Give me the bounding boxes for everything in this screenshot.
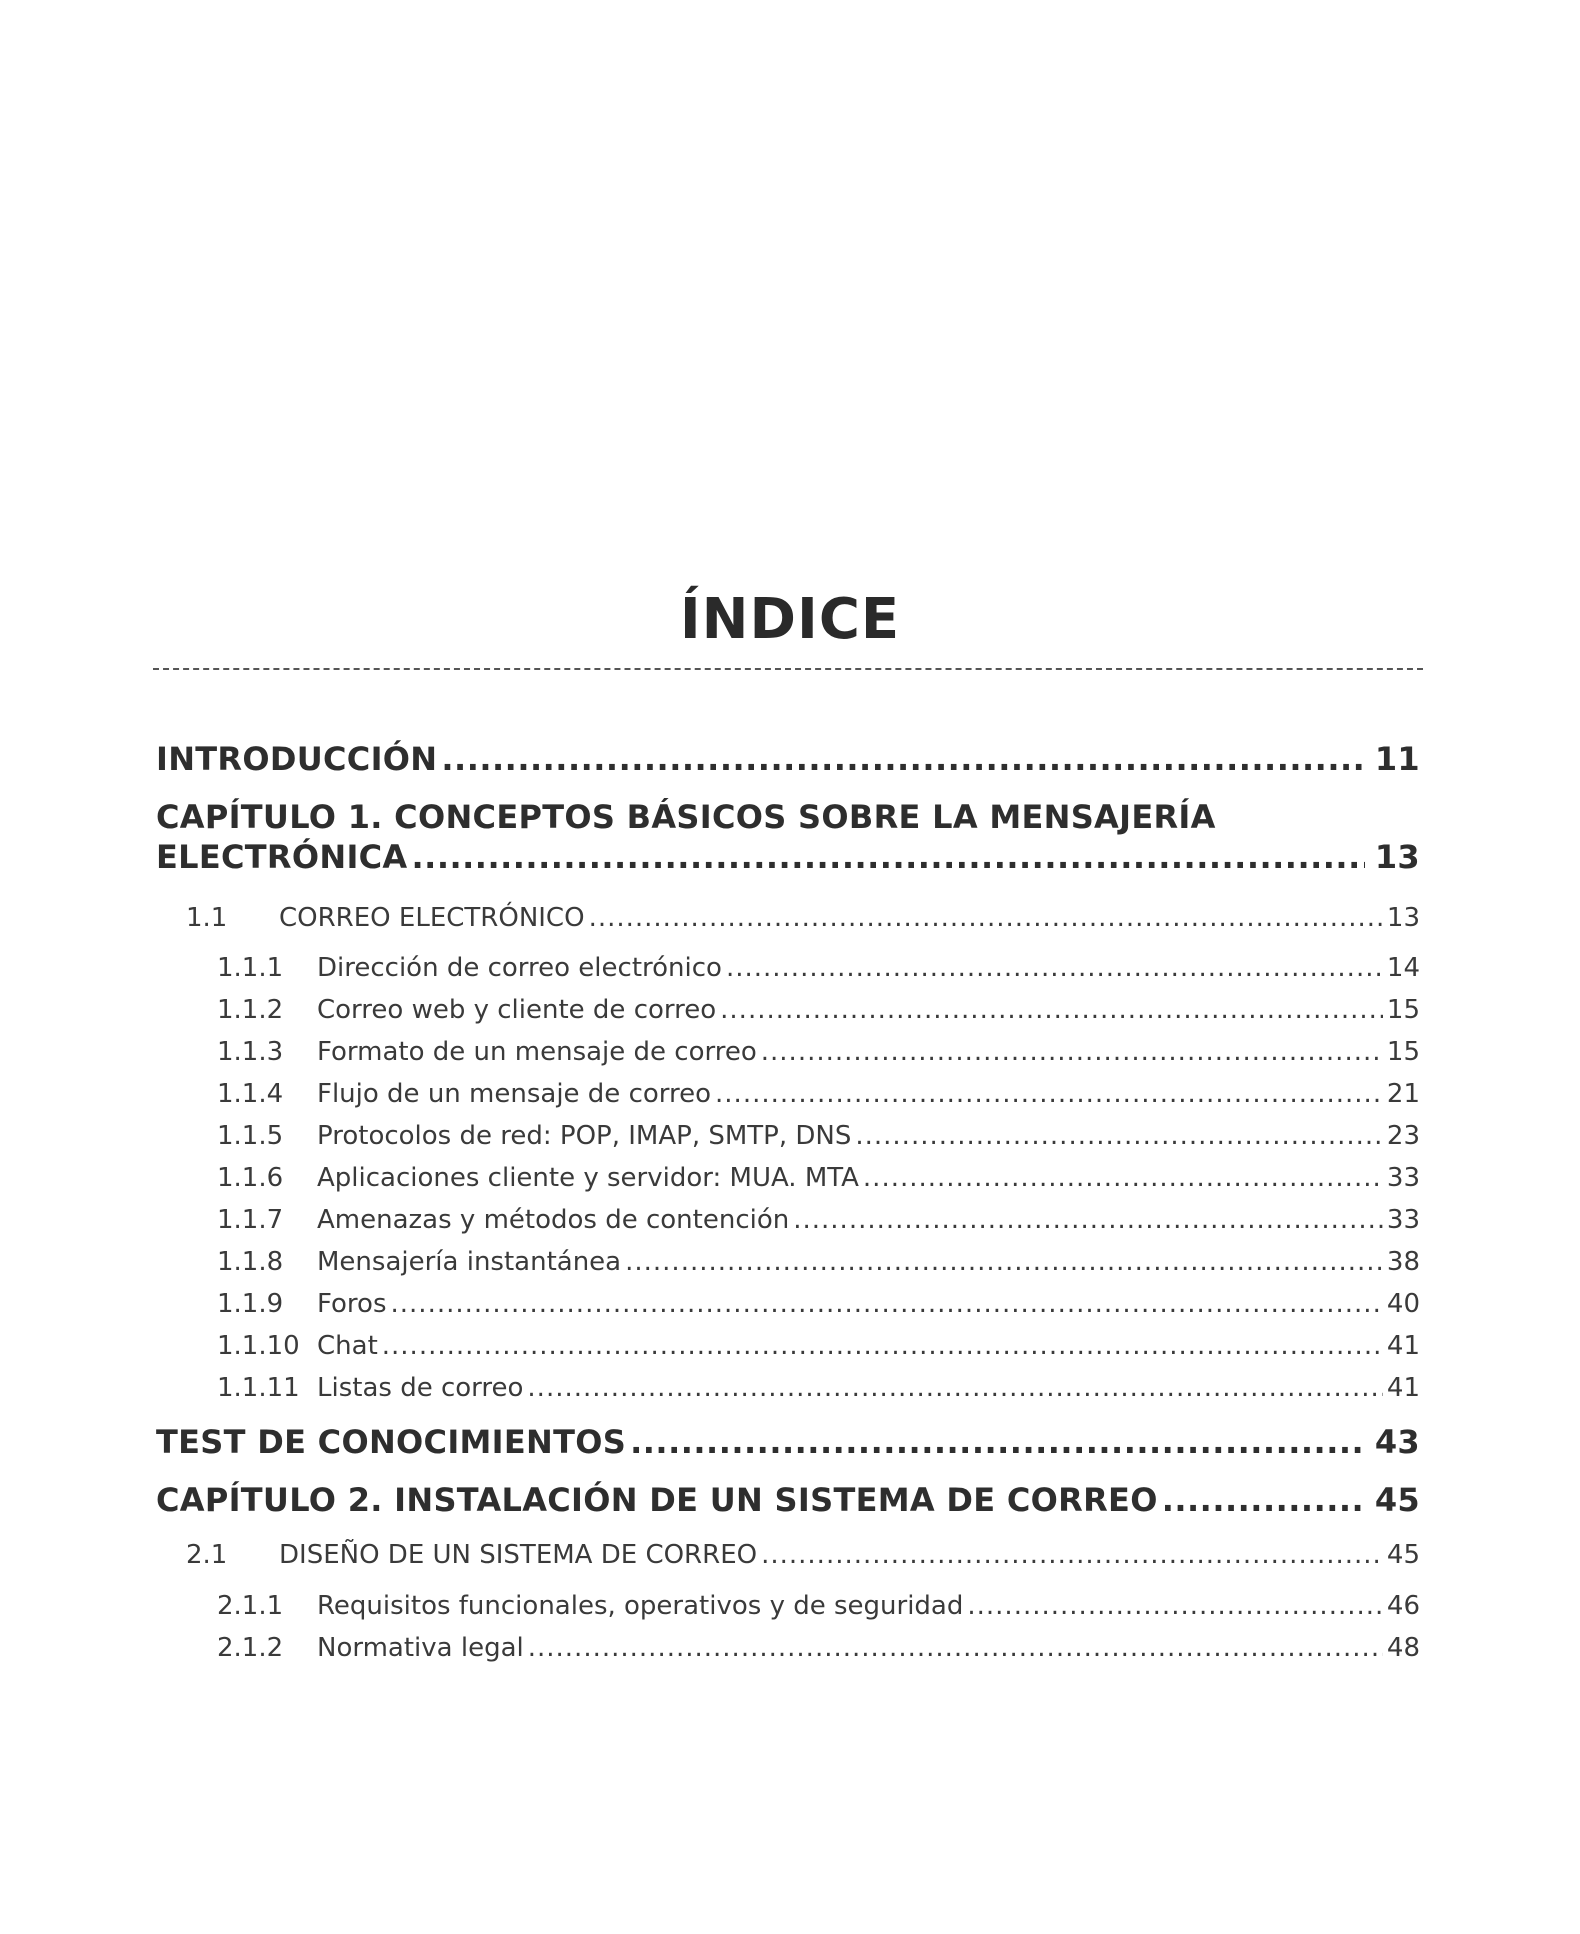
- toc-entry-1-1-1[interactable]: [156, 953, 1420, 983]
- toc-entry-number: 2.1: [186, 1540, 228, 1570]
- toc-leader: [528, 1633, 1383, 1663]
- toc-leader: [625, 1247, 1383, 1277]
- toc-entry-number: 1.1.7: [217, 1205, 284, 1235]
- toc-entry-page: 21: [1386, 1079, 1420, 1109]
- toc-entry-2-1[interactable]: [156, 1540, 1420, 1570]
- toc-entry-page: 38: [1386, 1247, 1420, 1277]
- toc-entry-1-1-11[interactable]: [156, 1373, 1420, 1403]
- toc-leader: [863, 1163, 1383, 1193]
- toc-leader: [761, 1037, 1383, 1067]
- toc-entry-number: 1.1.11: [217, 1373, 300, 1403]
- toc-leader: [793, 1205, 1383, 1235]
- title-divider: [153, 668, 1423, 670]
- toc-entry-number: 2.1.1: [217, 1591, 284, 1621]
- toc-leader: [726, 953, 1383, 983]
- toc-entry-page: 45: [1374, 1481, 1420, 1519]
- toc-entry-1-1-4[interactable]: [156, 1079, 1420, 1109]
- toc-leader: [527, 1373, 1382, 1403]
- toc-entry-label: Aplicaciones cliente y servidor: MUA. MTA: [317, 1163, 859, 1193]
- toc-leader: [589, 903, 1383, 933]
- toc-entry-1-1-10[interactable]: [156, 1331, 1420, 1361]
- toc-entry-label: DISEÑO DE UN SISTEMA DE CORREO: [279, 1540, 758, 1570]
- toc-entry-page: 41: [1386, 1331, 1420, 1361]
- toc-entry-number: 1.1.4: [217, 1079, 284, 1109]
- toc-entry-number: 1.1.8: [217, 1247, 284, 1277]
- toc-entry-label: INTRODUCCIÓN: [156, 740, 438, 778]
- toc-leader: [761, 1540, 1383, 1570]
- toc-entry-1-1-9[interactable]: [156, 1289, 1420, 1319]
- toc-entry-label: Listas de correo: [317, 1373, 524, 1403]
- toc-leader: [855, 1121, 1383, 1151]
- toc-entry-number: 1.1.10: [217, 1331, 300, 1361]
- toc-entry-label: Foros: [317, 1289, 387, 1319]
- toc-entry-2-1-1[interactable]: [156, 1591, 1420, 1621]
- toc-entry-number: 1.1.1: [217, 953, 284, 983]
- toc-entry-page: 11: [1374, 740, 1420, 778]
- toc-entry-label: Flujo de un mensaje de correo: [317, 1079, 712, 1109]
- toc-entry-label: Dirección de correo electrónico: [317, 953, 722, 983]
- toc-entry-page: 33: [1386, 1163, 1420, 1193]
- toc-entry-page: 48: [1386, 1633, 1420, 1663]
- toc-entry-page: 14: [1386, 953, 1420, 983]
- toc-entry-number: 1.1.2: [217, 995, 284, 1025]
- toc-entry-label: CORREO ELECTRÓNICO: [279, 903, 585, 933]
- toc-entry-number: 1.1.5: [217, 1121, 284, 1151]
- toc-entry-label: Mensajería instantánea: [317, 1247, 622, 1277]
- toc-entry-capitulo-1-line1[interactable]: CAPÍTULO 1. CONCEPTOS BÁSICOS SOBRE LA MENSAJERÍA: [156, 798, 1216, 836]
- toc-entry-1-1-6[interactable]: [156, 1163, 1420, 1193]
- toc-entry-page: 46: [1386, 1591, 1420, 1621]
- toc-leader: [1162, 1481, 1365, 1519]
- toc-leader: [630, 1423, 1365, 1461]
- toc-entry-label: Protocolos de red: POP, IMAP, SMTP, DNS: [317, 1121, 852, 1151]
- toc-entry-page: 40: [1386, 1289, 1420, 1319]
- toc-entry-label: Requisitos funcionales, operativos y de seguridad: [317, 1591, 964, 1621]
- toc-entry-page: 43: [1374, 1423, 1420, 1461]
- toc-entry-label: Chat: [317, 1331, 378, 1361]
- toc-entry-page: 13: [1386, 903, 1420, 933]
- toc-entry-number: 1.1: [186, 903, 228, 933]
- toc-entry-page: 41: [1386, 1373, 1420, 1403]
- toc-entry-page: 13: [1374, 838, 1420, 876]
- toc-leader: [967, 1591, 1383, 1621]
- toc-entry-number: 1.1.6: [217, 1163, 284, 1193]
- toc-entry-label: Correo web y cliente de correo: [317, 995, 717, 1025]
- toc-entry-capitulo-1[interactable]: [156, 838, 1420, 876]
- toc-entry-1-1[interactable]: [156, 903, 1420, 933]
- toc-leader: [720, 995, 1383, 1025]
- toc-entry-1-1-8[interactable]: [156, 1247, 1420, 1277]
- toc-entry-2-1-2[interactable]: [156, 1633, 1420, 1663]
- toc-leader: [391, 1289, 1383, 1319]
- toc-entry-label: Formato de un mensaje de correo: [317, 1037, 757, 1067]
- toc-entry-1-1-7[interactable]: [156, 1205, 1420, 1235]
- toc-entry-number: 2.1.2: [217, 1633, 284, 1663]
- toc-entry-introduccion[interactable]: [156, 740, 1420, 778]
- toc-entry-number: 1.1.3: [217, 1037, 284, 1067]
- toc-entry-test-de-conocimientos[interactable]: [156, 1423, 1420, 1461]
- toc-entry-capitulo-2[interactable]: [156, 1481, 1420, 1519]
- page-title: ÍNDICE: [679, 587, 901, 652]
- toc-entry-label: CAPÍTULO 2. INSTALACIÓN DE UN SISTEMA DE CORREO: [156, 1481, 1158, 1519]
- toc-entry-page: 15: [1386, 1037, 1420, 1067]
- toc-entry-1-1-5[interactable]: [156, 1121, 1420, 1151]
- toc-entry-number: 1.1.9: [217, 1289, 284, 1319]
- toc-entry-1-1-3[interactable]: [156, 1037, 1420, 1067]
- toc-entry-label: Amenazas y métodos de contención: [317, 1205, 790, 1235]
- toc-leader: [412, 838, 1365, 876]
- toc-entry-label: Normativa legal: [317, 1633, 524, 1663]
- toc-leader: [715, 1079, 1383, 1109]
- toc-entry-1-1-2[interactable]: [156, 995, 1420, 1025]
- toc-entry-label: ELECTRÓNICA: [156, 838, 408, 876]
- toc-entry-page: 23: [1386, 1121, 1420, 1151]
- toc-entry-page: 15: [1386, 995, 1420, 1025]
- toc-entry-page: 45: [1386, 1540, 1420, 1570]
- toc-entry-page: 33: [1386, 1205, 1420, 1235]
- toc-leader: [441, 740, 1364, 778]
- toc-leader: [382, 1331, 1383, 1361]
- toc-entry-label: TEST DE CONOCIMIENTOS: [156, 1423, 627, 1461]
